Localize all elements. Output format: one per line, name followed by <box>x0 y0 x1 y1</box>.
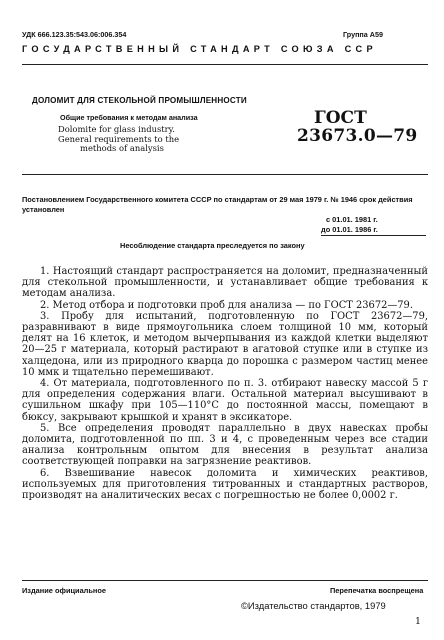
page-number: 1 <box>415 616 421 627</box>
subtitle-ru: Общие требования к методам анализа <box>60 113 198 122</box>
paragraph-3: 3. Пробу для испытаний, подготовленную по ГОСТ 23672—79, разравнивают в виде прямоугольника слоем толщиной 10 мм, который делят на 16 клеток, и методом вычерпывания из каждой клетки выделяют 20—25 г материала, который растирают в агатовой ступке или в ступке из халцедона, или из природного кварца до порошка с размером частиц менее 10 ммк и тщательно перемешивают. <box>22 310 428 378</box>
udc-code: УДК 666.123.35:543.06:006.354 <box>22 30 127 39</box>
gost-number: 23673.0—79 <box>297 126 418 146</box>
footer-divider <box>22 580 428 581</box>
subtitle-en-line-2: General requirements to the <box>58 133 180 144</box>
paragraph-5: 5. Все определения проводят параллельно в двух навесках пробы доломита, подготовленной по пп. 3 и 4, с проведенным через все стадии анализа контрольным опытом для внесения в результат анализа соответствующей поправки на загрязнение реактивов. <box>22 422 428 468</box>
validity-underline <box>321 235 426 236</box>
subtitle-en-line-1: Dolomite for glass industry. <box>58 124 175 134</box>
gost-label: ГОСТ <box>314 108 367 128</box>
validity-date-to: до 01.01. 1986 г. <box>321 225 378 234</box>
document-body <box>22 266 428 501</box>
reprint-prohibited-label: Перепечатка воспрещена <box>330 586 424 595</box>
paragraph-6: 6. Взвешивание навесок доломита и химических реактивов, используемых для приготовления титрованных и стандартных растворов, производят на аналитических весах с погрешностью не более 0,0002 г. <box>22 467 428 502</box>
header-divider <box>22 64 428 65</box>
title-divider <box>22 174 428 175</box>
validity-date-from: с 01.01. 1981 г. <box>326 215 378 224</box>
official-edition-label: Издание официальное <box>22 586 107 595</box>
document-title: ДОЛОМИТ ДЛЯ СТЕКОЛЬНОЙ ПРОМЫШЛЕННОСТИ <box>32 96 247 105</box>
subtitle-en-line-3: methods of analysis <box>80 143 164 154</box>
paragraph-4: 4. От материала, подготовленного по п. 3. отбирают навеску массой 5 г для определения содержания влаги. Остальной материал высушивают в сушильном шкафу при 105—110°С до постоянной массы, помещают в бюксу, закрывают крышкой и хранят в эксикаторе. <box>22 378 428 423</box>
state-standard-heading: ГОСУДАРСТВЕННЫЙ СТАНДАРТ СОЮЗА ССР <box>22 44 377 54</box>
paragraph-1: 1. Настоящий стандарт распространяется на доломит, предназначенный для стекольной промышленности, и устанавливает общие требования к методам анализа. <box>22 266 428 300</box>
subtitle-en <box>58 125 258 154</box>
paragraph-2: 2. Метод отбора и подготовки проб для анализа — по ГОСТ 23672—79. <box>40 299 413 311</box>
legal-notice: Несоблюдение стандарта преследуется по закону <box>120 241 305 250</box>
decree-text: Постановлением Государственного комитета СССР по стандартам от 29 мая 1979 г. № 1946 срок действия установлен <box>22 195 413 214</box>
copyright-notice: ©Издательство стандартов, 1979 <box>241 600 386 611</box>
group-code: Группа А59 <box>343 30 383 39</box>
